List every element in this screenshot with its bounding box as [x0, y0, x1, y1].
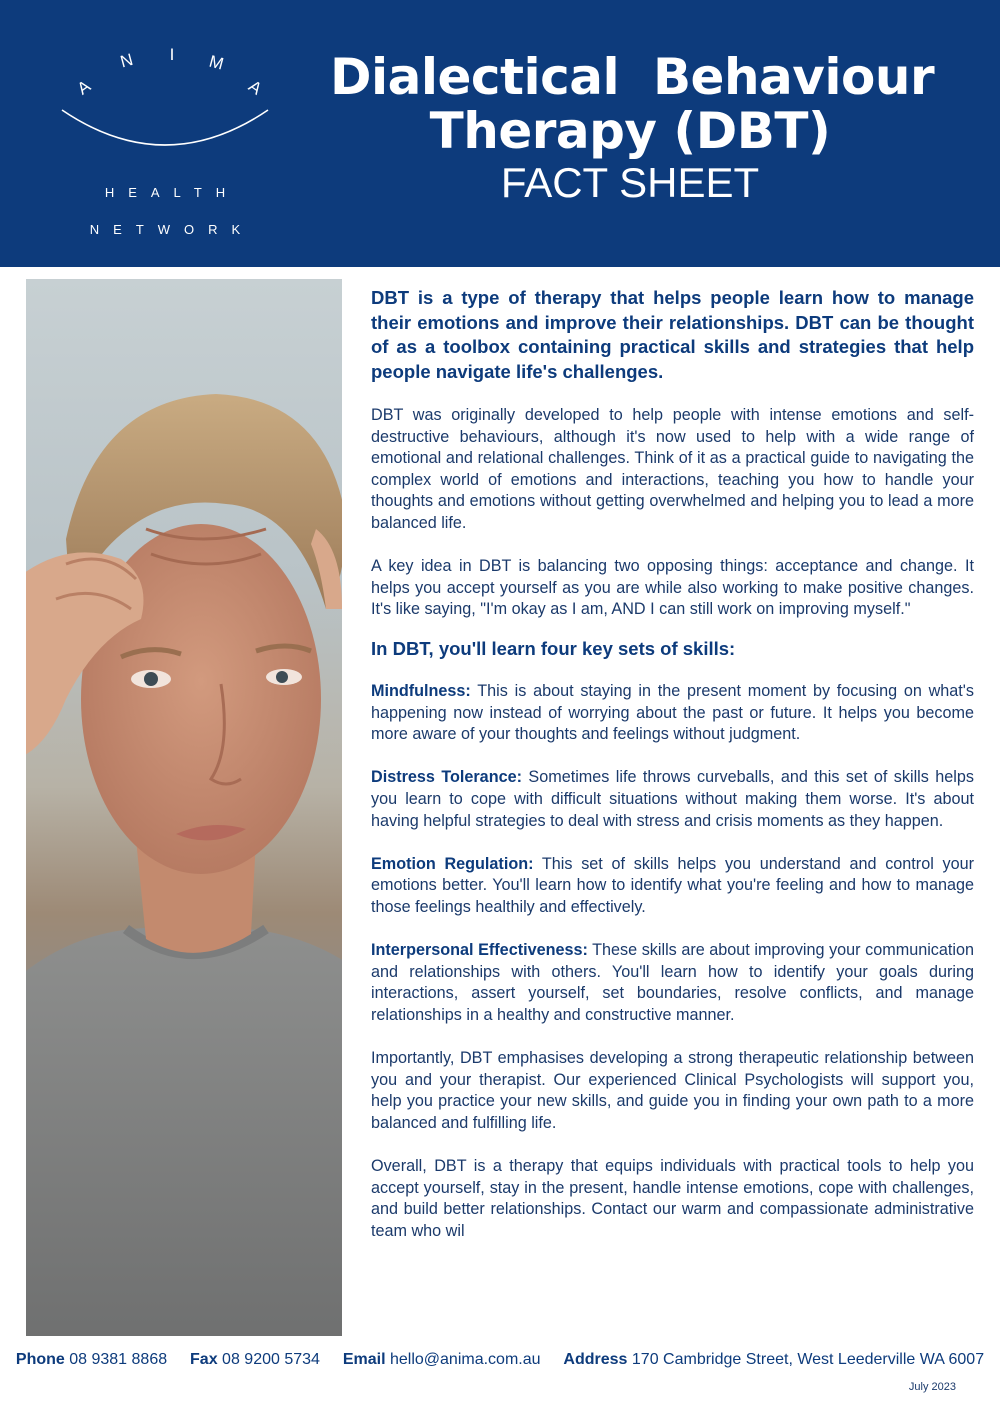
publish-date: July 2023 [908, 1381, 956, 1393]
skill-label: Mindfulness: [371, 681, 471, 700]
title-line-1: Dialectical Behaviour [330, 48, 935, 106]
skill-emotion-regulation [371, 854, 974, 919]
skill-text: This is about staying in the present moment by focusing on what's happening now instead of worrying about the past or future. It helps you become more aware of your thoughts and feelings without judgment. [371, 681, 974, 744]
logo-letter-m: M [207, 51, 226, 74]
skill-label: Distress Tolerance: [371, 768, 522, 787]
skill-text: Sometimes life throws curveballs, and this set of skills helps you learn to cope with difficult situations without making them worse. It's about having helpful strategies to deal with stress and crisis moments as they happen. [371, 768, 974, 830]
header-banner [0, 0, 1000, 267]
logo-network-text: NETWORK [89, 222, 255, 237]
anima-logo [55, 40, 275, 250]
logo-smile-icon [55, 40, 275, 180]
address-text: 170 Cambridge Street, West Leederville WA 6007 [631, 1351, 985, 1368]
skill-interpersonal-effectiveness [371, 940, 974, 1026]
paragraph-overall: Overall, DBT is a therapy that equips individuals with practical tools to help you accept yourself, stay in the present, handle intense emotions, cope with challenges, and build better relationships. Contact our warm and compassionate administrative team who wil [371, 1157, 974, 1240]
logo-letter-i: I [169, 45, 175, 64]
logo-letter-n: N [118, 49, 135, 72]
title-block [330, 48, 935, 206]
skills-heading: In DBT, you'll learn four key sets of skills: [371, 637, 736, 659]
address-label: Address [563, 1351, 628, 1368]
contact-footer [0, 1351, 1000, 1369]
portrait-photo [26, 279, 342, 1336]
skill-label: Interpersonal Effectiveness: [371, 941, 588, 960]
stressed-man-image [26, 279, 342, 1336]
logo-health-text: HEALTH [104, 185, 240, 200]
paragraph-origin: DBT was originally developed to help people with intense emotions and self-destructive behaviours, although it's now used to help with a wide range of emotional and relational challenges. Think of it as a practical guide to navigating the complex world of emotions and interactions, teaching you how to handle your thoughts and emotions without getting overwhelmed and helping you to lead a more balanced life. [371, 406, 974, 532]
logo-letter-a2: A [245, 76, 266, 99]
main-content [371, 286, 974, 1264]
email-label: Email [342, 1351, 386, 1368]
skill-distress-tolerance [371, 767, 974, 832]
fax-label: Fax [190, 1351, 218, 1368]
skill-mindfulness [371, 681, 974, 746]
logo-letter-a1: A [73, 76, 94, 99]
title-fact-sheet: FACT SHEET [500, 159, 760, 206]
paragraph-relationship: Importantly, DBT emphasises developing a strong therapeutic relationship between you and your therapist. Our experienced Clinical Psychologists will support you, help you practice your new skills, and guide you in finding your own path to a more balanced and fulfilling life. [371, 1049, 974, 1132]
title-line-2: Therapy (DBT) [429, 102, 831, 160]
skill-text: These skills are about improving your communication and relationships with others. You'll learn how to identify your goals during interactions, assert yourself, set boundaries, resolve conflicts, and manage relationships in a healthy and constructive manner. [371, 941, 974, 1024]
fax-number: 08 9200 5734 [222, 1351, 320, 1368]
skill-label: Emotion Regulation: [371, 854, 534, 873]
phone-number[interactable]: 08 9381 8868 [69, 1351, 168, 1368]
phone-label: Phone [15, 1351, 65, 1368]
paragraph-key-idea: A key idea in DBT is balancing two opposing things: acceptance and change. It helps you accept yourself as you are while also working to make positive changes. It's like saying, "I'm okay as I am, AND I can still work on improving myself." [371, 557, 974, 619]
intro-paragraph: DBT is a type of therapy that helps people learn how to manage their emotions and improve their relationships. DBT can be thought of as a toolbox containing practical skills and strategies that help people navigate life's challenges. [371, 287, 974, 382]
skill-text: This set of skills helps you understand and control your emotions better. You'll learn how to identify what you're feeling and how to manage those feelings healthily and effectively. [371, 854, 974, 916]
email-link[interactable]: hello@anima.com.au [389, 1351, 541, 1368]
